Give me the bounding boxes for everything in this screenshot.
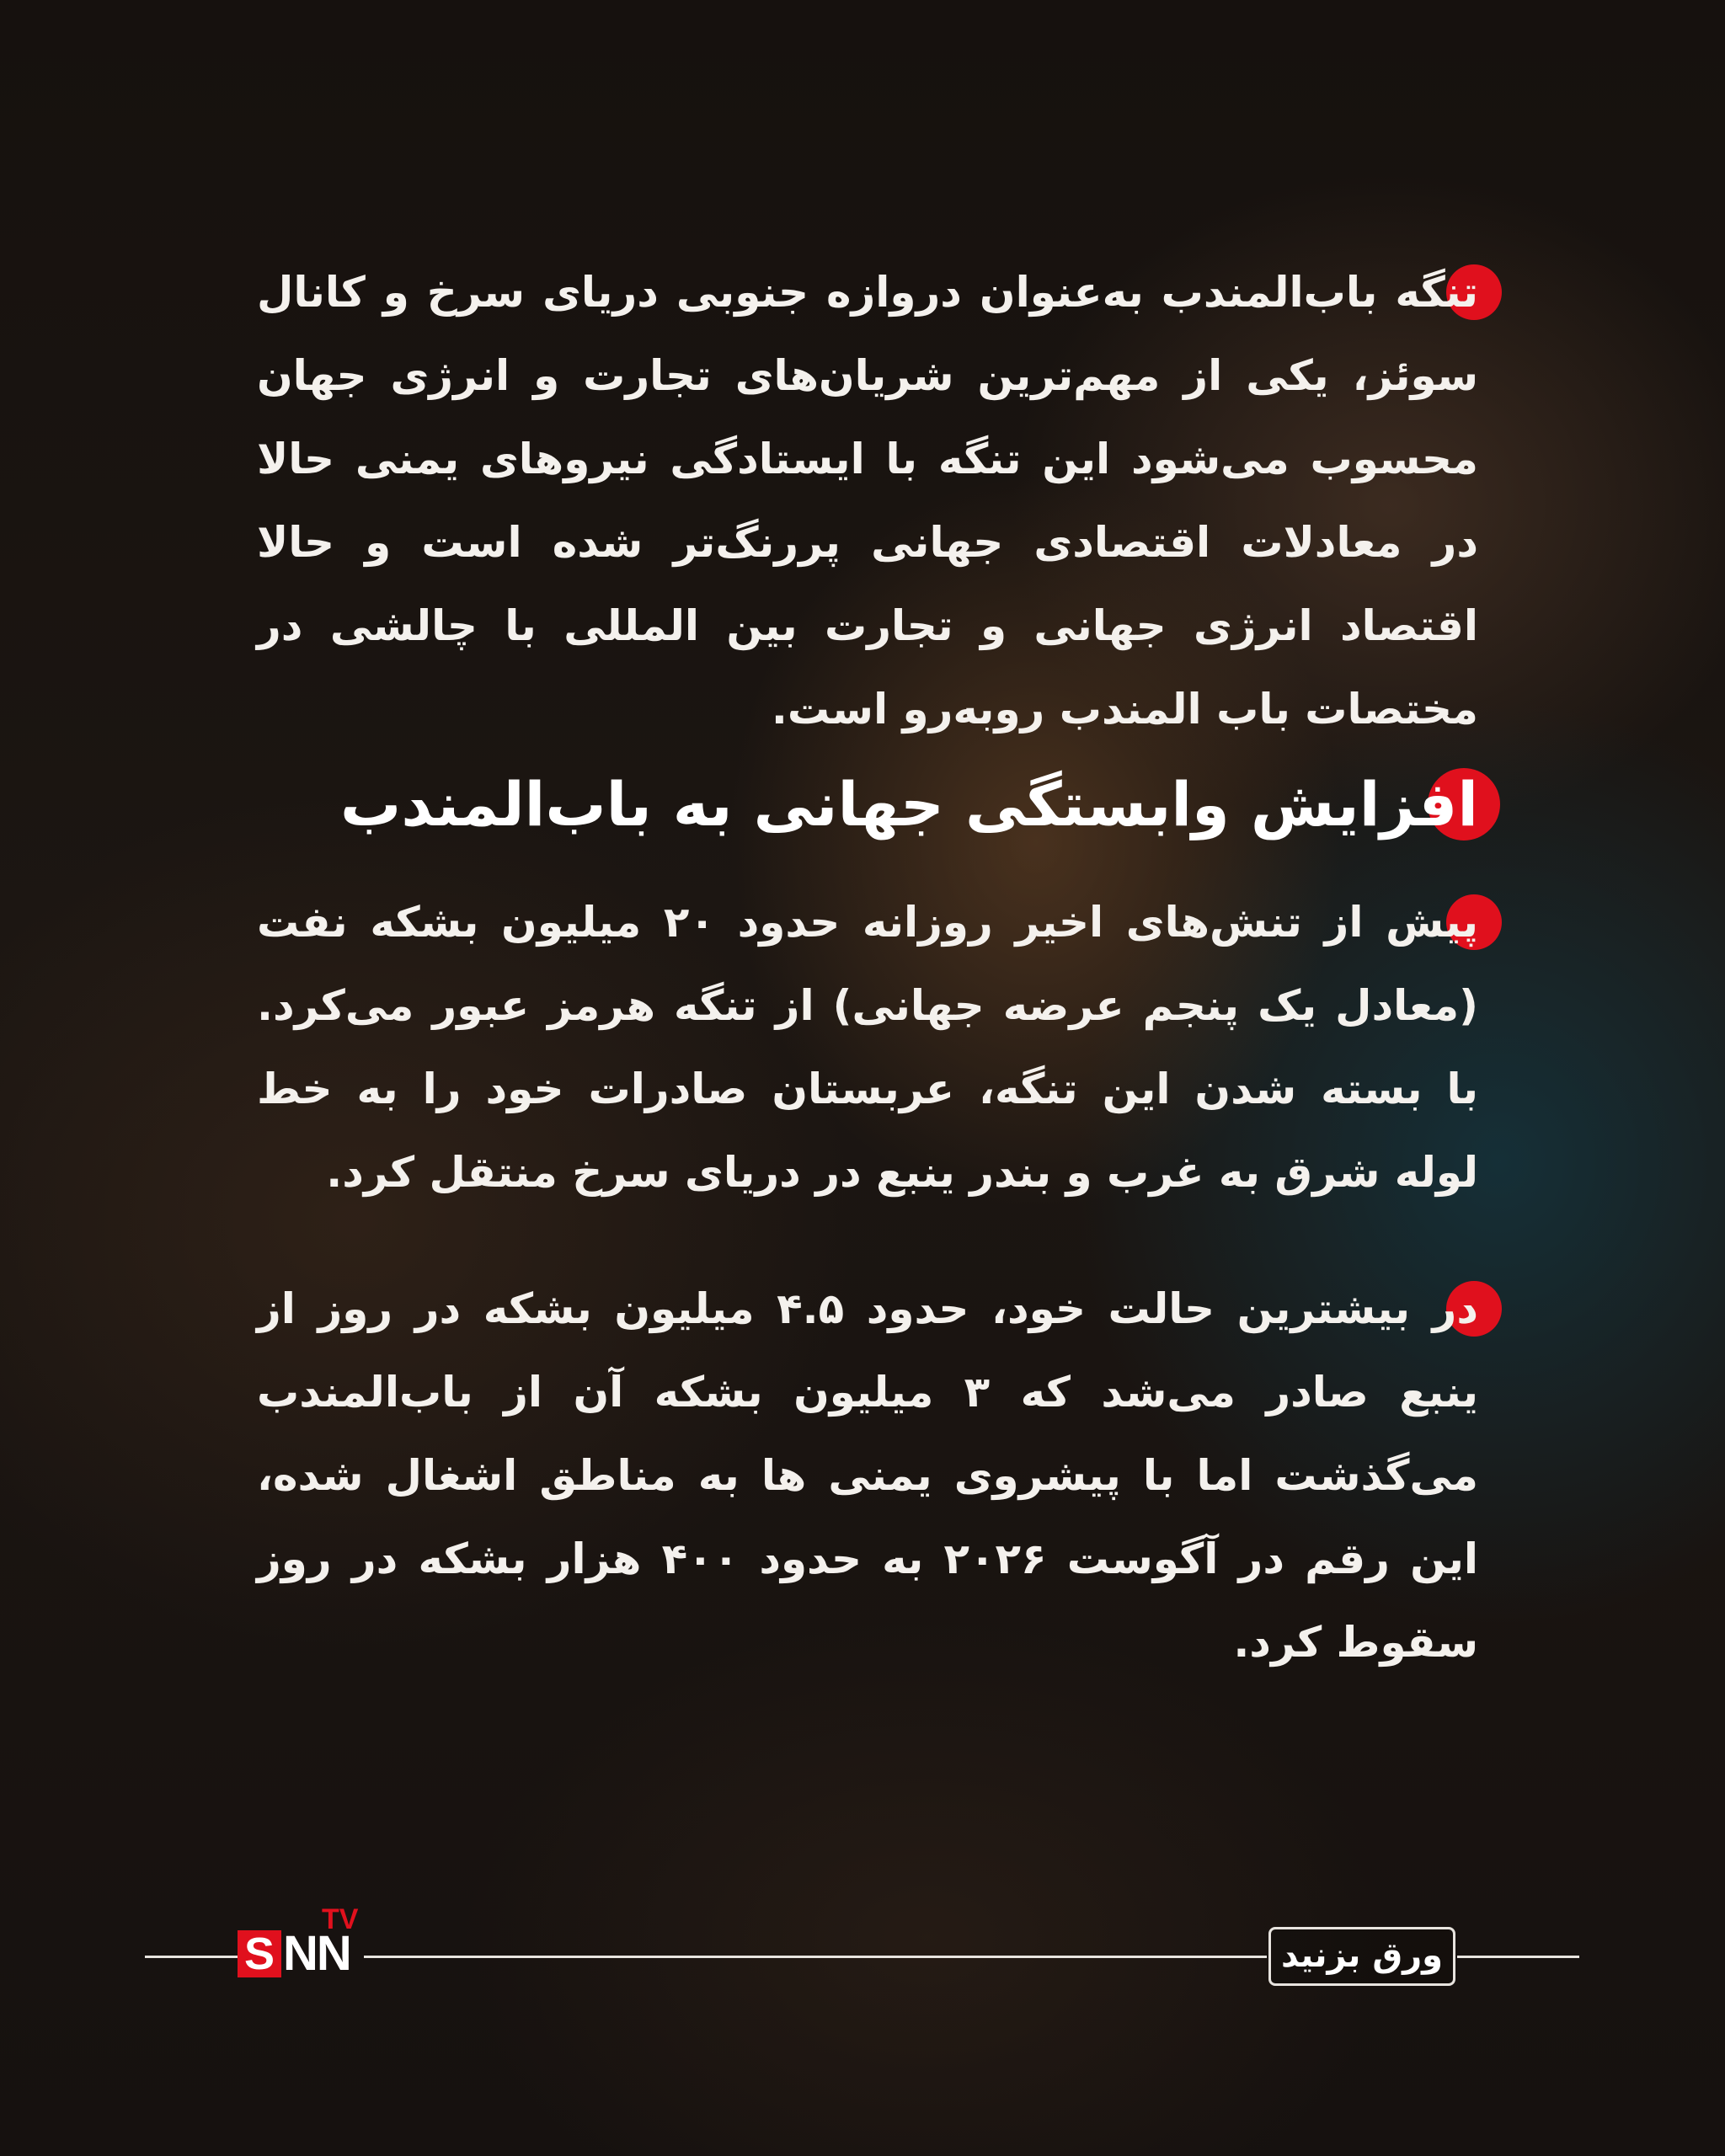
logo-tv-letters: TV	[322, 1903, 359, 1935]
hormuz-paragraph	[257, 881, 1478, 1214]
logo-s-letter: S	[238, 1930, 281, 1977]
footer-divider-right	[1457, 1956, 1579, 1958]
section-heading-rest: وابستگی جهانی به باب‌المندب	[340, 769, 1251, 840]
section-heading	[257, 758, 1478, 851]
intro-paragraph-text	[257, 251, 1478, 751]
intro-paragraph-body: باب‌المندب به‌عنوان دروازه جنوبی دریای سرخ و کانال سوئز، یکی از مهم‌ترین شریان‌های تجارت و انرژی جهان محسوب می‌شود این تنگه با ایستادگی نیروهای یمنی حالا در معادلات اقتصادی جهانی پررنگ‌تر شده است و حالا اقتصاد انرژی جهانی و تجارت بین المللی با چالشی در مختصات باب المندب روبه‌رو است.	[257, 268, 1478, 734]
footer-divider-left	[145, 1956, 246, 1958]
yanbu-paragraph-text	[257, 1267, 1478, 1684]
footer-divider-middle	[364, 1956, 1267, 1958]
intro-paragraph	[257, 251, 1478, 751]
yanbu-paragraph-body: بیشترین حالت خود، حدود ۴.۵ میلیون بشکه در روز از ینبع صادر می‌شد که ۳ میلیون بشکه آن از باب‌المندب می‌گذشت اما با پیشروی یمنی ها به مناطق اشغال شده، این رقم در آگوست ۲۰۲۶ به حدود ۴۰۰ هزار بشکه در روز سقوط کرد.	[257, 1284, 1478, 1667]
logo-nn-letters: NN	[283, 1926, 350, 1981]
swipe-next-button[interactable]: ورق بزنید	[1268, 1927, 1455, 1986]
section-heading-first-word: افزایش	[1250, 769, 1478, 840]
hormuz-first-word: پیش	[1386, 898, 1478, 947]
yanbu-paragraph	[257, 1267, 1478, 1684]
snn-tv-logo	[238, 1905, 372, 1981]
yanbu-first-word: در	[1432, 1284, 1478, 1333]
hormuz-paragraph-body: از تنش‌های اخیر روزانه حدود ۲۰ میلیون بشکه نفت (معادل یک پنجم عرضه جهانی) از تنگه هرمز عبور می‌کرد. با بسته شدن این تنگه، عربستان صادرات خود را به خط لوله شرق به غرب و بندر ینبع در دریای سرخ منتقل کرد.	[257, 898, 1478, 1197]
hormuz-paragraph-text	[257, 881, 1478, 1214]
intro-first-word: تنگه	[1395, 268, 1478, 317]
